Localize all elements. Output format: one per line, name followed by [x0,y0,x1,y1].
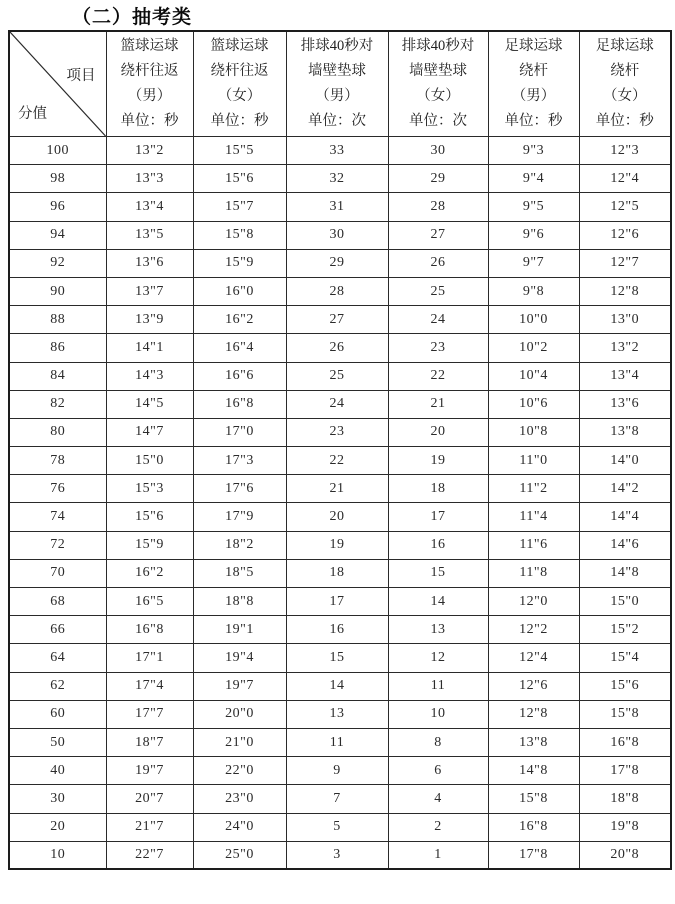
table-row [9,418,671,446]
value-cell: 17"9 [193,503,286,531]
header-row [9,31,671,137]
table-row [9,165,671,193]
value-cell: 18"7 [106,728,193,756]
value-cell: 22 [388,362,488,390]
table-row [9,616,671,644]
value-cell: 13"3 [106,165,193,193]
column-header-line: 绕杆 [519,63,548,79]
value-cell: 24"0 [193,813,286,841]
value-cell: 15"8 [579,700,671,728]
value-cell: 13"6 [579,390,671,418]
value-cell: 12 [388,644,488,672]
value-cell: 14"5 [106,390,193,418]
column-header-line: 绕杆往返 [210,63,269,79]
table-row [9,334,671,362]
value-cell: 13"0 [579,306,671,334]
value-cell: 15"4 [579,644,671,672]
value-cell: 13"8 [579,418,671,446]
value-cell: 15"6 [193,165,286,193]
value-cell: 14"1 [106,334,193,362]
value-cell: 13"2 [579,334,671,362]
value-cell: 23"0 [193,785,286,813]
value-cell: 13 [388,616,488,644]
value-cell: 5 [286,813,388,841]
table-row [9,306,671,334]
score-cell: 74 [9,503,106,531]
table-row [9,785,671,813]
score-cell: 100 [9,137,106,165]
value-cell: 18"5 [193,559,286,587]
value-cell: 11"8 [488,559,579,587]
value-cell: 1 [388,841,488,869]
value-cell: 12"4 [488,644,579,672]
value-cell: 25 [286,362,388,390]
value-cell: 15"9 [193,249,286,277]
value-cell: 21"7 [106,813,193,841]
column-header-line: 篮球运球 [210,38,269,54]
value-cell: 2 [388,813,488,841]
value-cell: 29 [388,165,488,193]
column-header-line: 篮球运球 [120,38,179,54]
value-cell: 24 [388,306,488,334]
table-row [9,137,671,165]
column-header-line: 墙壁垫球 [308,63,366,79]
table-row [9,757,671,785]
score-cell: 78 [9,447,106,475]
value-cell: 16 [286,616,388,644]
value-cell: 10"0 [488,306,579,334]
value-cell: 15 [388,559,488,587]
value-cell: 18 [286,559,388,587]
value-cell: 16"0 [193,277,286,305]
value-cell: 16"8 [488,813,579,841]
value-cell: 27 [388,221,488,249]
value-cell: 8 [388,728,488,756]
value-cell: 14"8 [579,559,671,587]
column-header-line: 单位：次 [409,113,467,129]
table-row [9,588,671,616]
value-cell: 15 [286,644,388,672]
score-cell: 90 [9,277,106,305]
value-cell: 23 [388,334,488,362]
value-cell: 13"2 [106,137,193,165]
column-header-line: （男） [127,88,172,104]
score-cell: 40 [9,757,106,785]
value-cell: 17 [388,503,488,531]
score-cell: 20 [9,813,106,841]
value-cell: 15"0 [106,447,193,475]
value-cell: 20"8 [579,841,671,869]
column-header-line: （女） [217,88,262,104]
value-cell: 17"0 [193,418,286,446]
value-cell: 10"4 [488,362,579,390]
score-cell: 60 [9,700,106,728]
score-cell: 96 [9,193,106,221]
value-cell: 4 [388,785,488,813]
score-cell: 86 [9,334,106,362]
value-cell: 32 [286,165,388,193]
value-cell: 13"6 [106,249,193,277]
value-cell: 15"3 [106,475,193,503]
score-cell: 70 [9,559,106,587]
value-cell: 10 [388,700,488,728]
value-cell: 15"0 [579,588,671,616]
value-cell: 9"6 [488,221,579,249]
column-header-6 [579,31,671,137]
table-row [9,447,671,475]
value-cell: 16"2 [193,306,286,334]
value-cell: 6 [388,757,488,785]
table-row [9,672,671,700]
score-cell: 64 [9,644,106,672]
value-cell: 25 [388,277,488,305]
table-row [9,728,671,756]
value-cell: 11"2 [488,475,579,503]
corner-item-label: 项目 [66,68,96,84]
value-cell: 10"6 [488,390,579,418]
value-cell: 22"7 [106,841,193,869]
value-cell: 23 [286,418,388,446]
value-cell: 12"2 [488,616,579,644]
value-cell: 13"5 [106,221,193,249]
value-cell: 12"5 [579,193,671,221]
column-header-line: （男） [511,88,556,104]
value-cell: 12"3 [579,137,671,165]
score-cell: 10 [9,841,106,869]
column-header-line: （女） [416,88,460,104]
score-cell: 88 [9,306,106,334]
value-cell: 14"8 [488,757,579,785]
value-cell: 19 [388,447,488,475]
value-cell: 31 [286,193,388,221]
column-header-line: 足球运球 [504,38,563,54]
value-cell: 22"0 [193,757,286,785]
value-cell: 10"2 [488,334,579,362]
table-row [9,390,671,418]
value-cell: 16"8 [106,616,193,644]
table-row [9,503,671,531]
value-cell: 15"2 [579,616,671,644]
column-header-line: 单位：秒 [120,113,179,129]
table-row [9,700,671,728]
value-cell: 17"6 [193,475,286,503]
value-cell: 30 [388,137,488,165]
column-header-3 [286,31,388,137]
score-cell: 80 [9,418,106,446]
value-cell: 14 [388,588,488,616]
value-cell: 14"0 [579,447,671,475]
value-cell: 11 [286,728,388,756]
value-cell: 13"9 [106,306,193,334]
value-cell: 13 [286,700,388,728]
table-row [9,841,671,869]
score-cell: 92 [9,249,106,277]
value-cell: 20"7 [106,785,193,813]
value-cell: 15"7 [193,193,286,221]
value-cell: 11 [388,672,488,700]
value-cell: 17"8 [579,757,671,785]
value-cell: 16"2 [106,559,193,587]
value-cell: 26 [388,249,488,277]
value-cell: 25"0 [193,841,286,869]
value-cell: 12"6 [488,672,579,700]
column-header-4 [388,31,488,137]
table-row [9,277,671,305]
column-header-line: 绕杆 [610,63,640,79]
column-header-line: 墙壁垫球 [409,63,467,79]
value-cell: 24 [286,390,388,418]
value-cell: 19"7 [193,672,286,700]
score-cell: 76 [9,475,106,503]
value-cell: 15"6 [579,672,671,700]
value-cell: 20"0 [193,700,286,728]
value-cell: 13"7 [106,277,193,305]
value-cell: 30 [286,221,388,249]
column-header-line: 单位：秒 [210,113,269,129]
table-body [9,137,671,870]
column-header-line: 绕杆往返 [120,63,179,79]
column-header-line: 排球40秒对 [401,38,475,54]
column-header-2 [193,31,286,137]
value-cell: 11"4 [488,503,579,531]
corner-score-label: 分值 [18,106,47,122]
value-cell: 16 [388,531,488,559]
value-cell: 19"4 [193,644,286,672]
value-cell: 19"7 [106,757,193,785]
value-cell: 20 [388,418,488,446]
value-cell: 15"8 [488,785,579,813]
value-cell: 17"7 [106,700,193,728]
value-cell: 17"8 [488,841,579,869]
score-cell: 62 [9,672,106,700]
value-cell: 17 [286,588,388,616]
value-cell: 18 [388,475,488,503]
value-cell: 15"5 [193,137,286,165]
score-cell: 72 [9,531,106,559]
table-row [9,475,671,503]
value-cell: 14"3 [106,362,193,390]
value-cell: 16"8 [193,390,286,418]
value-cell: 9"8 [488,277,579,305]
value-cell: 12"6 [579,221,671,249]
table-row [9,221,671,249]
column-header-5 [488,31,579,137]
value-cell: 17"3 [193,447,286,475]
section-title: （二）抽考类 [72,7,193,28]
value-cell: 9"4 [488,165,579,193]
column-header-1 [106,31,193,137]
value-cell: 9 [286,757,388,785]
column-header-line: （女） [603,88,647,104]
value-cell: 16"8 [579,728,671,756]
value-cell: 9"3 [488,137,579,165]
value-cell: 12"4 [579,165,671,193]
value-cell: 13"8 [488,728,579,756]
value-cell: 10"8 [488,418,579,446]
value-cell: 11"6 [488,531,579,559]
value-cell: 13"4 [579,362,671,390]
score-cell: 50 [9,728,106,756]
value-cell: 16"4 [193,334,286,362]
value-cell: 16"6 [193,362,286,390]
column-header-line: 单位：次 [308,113,366,129]
value-cell: 16"5 [106,588,193,616]
value-cell: 29 [286,249,388,277]
value-cell: 26 [286,334,388,362]
score-table [8,30,672,870]
table-row [9,531,671,559]
table-row [9,644,671,672]
table-row [9,362,671,390]
value-cell: 14 [286,672,388,700]
score-cell: 98 [9,165,106,193]
column-header-line: 单位：秒 [504,113,563,129]
column-header-line: 足球运球 [595,38,654,54]
value-cell: 3 [286,841,388,869]
score-cell: 66 [9,616,106,644]
value-cell: 14"2 [579,475,671,503]
value-cell: 9"7 [488,249,579,277]
value-cell: 21 [286,475,388,503]
value-cell: 22 [286,447,388,475]
value-cell: 12"7 [579,249,671,277]
value-cell: 11"0 [488,447,579,475]
column-header-line: 单位：秒 [595,113,654,129]
value-cell: 9"5 [488,193,579,221]
value-cell: 28 [388,193,488,221]
value-cell: 13"4 [106,193,193,221]
score-cell: 94 [9,221,106,249]
value-cell: 14"6 [579,531,671,559]
value-cell: 7 [286,785,388,813]
value-cell: 19 [286,531,388,559]
value-cell: 12"8 [579,277,671,305]
value-cell: 27 [286,306,388,334]
table-row [9,813,671,841]
value-cell: 17"4 [106,672,193,700]
value-cell: 12"8 [488,700,579,728]
value-cell: 33 [286,137,388,165]
value-cell: 12"0 [488,588,579,616]
value-cell: 28 [286,277,388,305]
value-cell: 15"6 [106,503,193,531]
table-row [9,249,671,277]
score-cell: 84 [9,362,106,390]
value-cell: 15"8 [193,221,286,249]
value-cell: 19"8 [579,813,671,841]
value-cell: 19"1 [193,616,286,644]
table-row [9,193,671,221]
value-cell: 18"8 [579,785,671,813]
score-cell: 82 [9,390,106,418]
score-cell: 30 [9,785,106,813]
corner-header-cell [9,31,106,137]
value-cell: 18"8 [193,588,286,616]
column-header-line: （男） [315,88,359,104]
table-row [9,559,671,587]
score-cell: 68 [9,588,106,616]
value-cell: 21"0 [193,728,286,756]
value-cell: 14"4 [579,503,671,531]
value-cell: 15"9 [106,531,193,559]
column-header-line: 排球40秒对 [300,38,374,54]
value-cell: 17"1 [106,644,193,672]
value-cell: 21 [388,390,488,418]
value-cell: 14"7 [106,418,193,446]
value-cell: 18"2 [193,531,286,559]
value-cell: 20 [286,503,388,531]
